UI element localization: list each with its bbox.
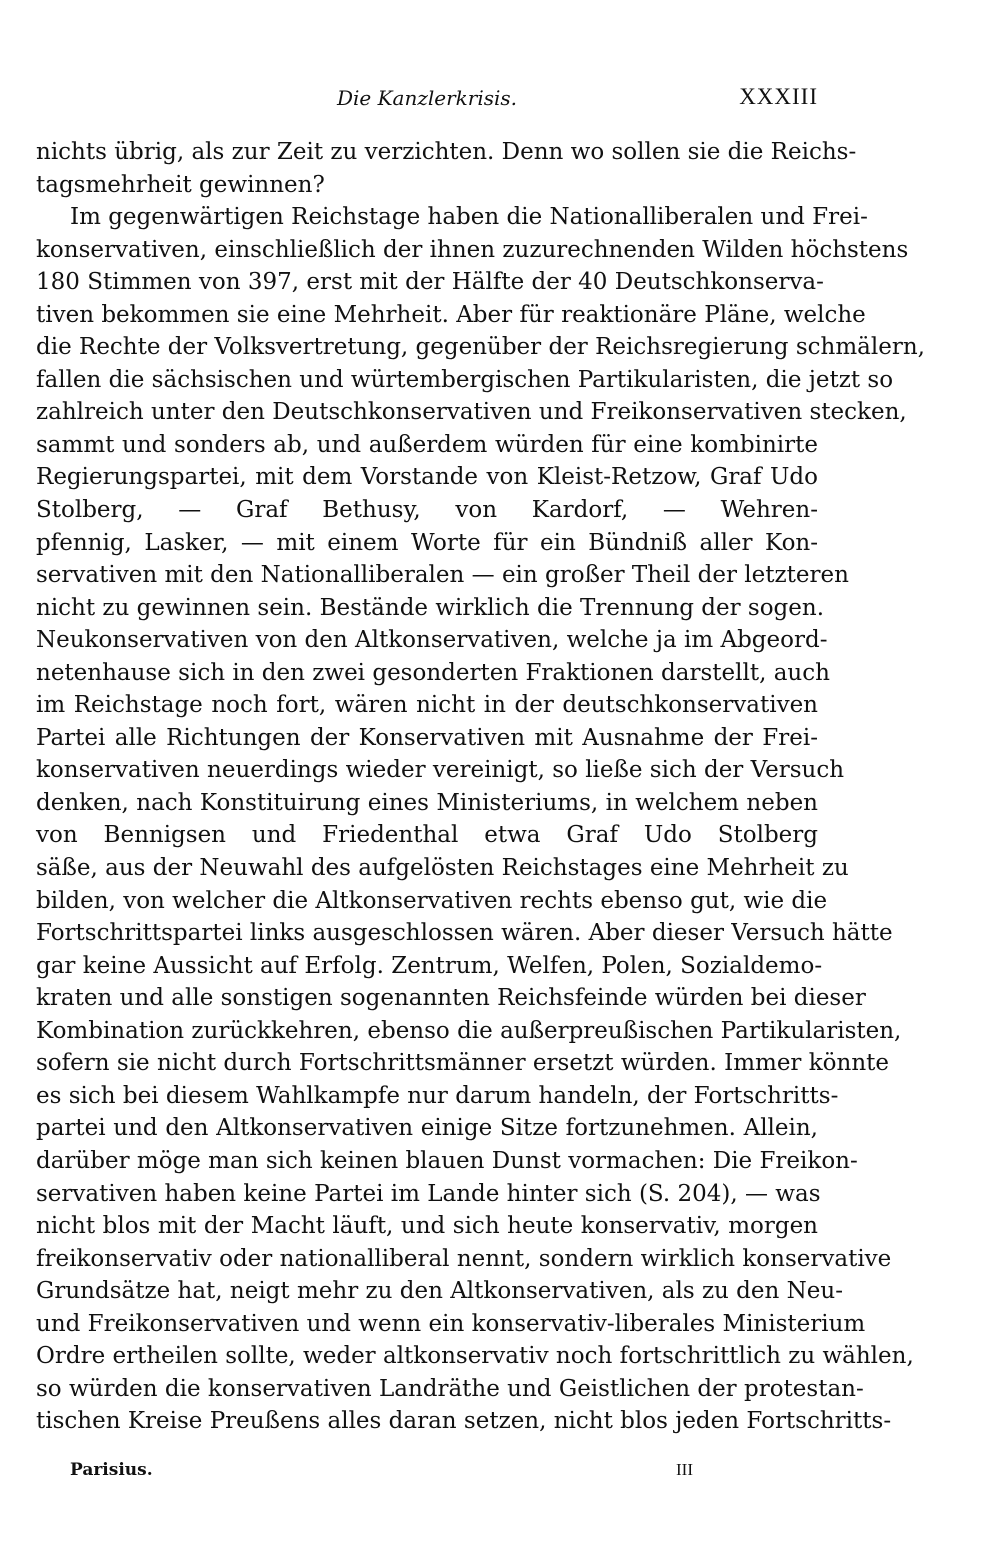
text-line: darüber möge man sich keinen blauen Dunst vormachen: Die Freikon-	[36, 1147, 858, 1174]
text-line: partei und den Altkonservativen einige Sitze fortzunehmen. Allein,	[36, 1115, 818, 1142]
text-line: Ordre ertheilen sollte, weder altkonservativ noch fortschrittlich zu wählen,	[36, 1343, 914, 1370]
running-head	[36, 84, 818, 118]
page-footer	[36, 1460, 818, 1488]
text-line: säße, aus der Neuwahl des aufgelösten Reichstages eine Mehrheit zu	[36, 855, 849, 882]
text-line: fallen die sächsischen und würtembergischen Partikularisten, die jetzt so	[36, 366, 894, 393]
page-number: XXXIII	[739, 84, 818, 109]
text-line: nicht blos mit der Macht läuft, und sich heute konservativ, morgen	[36, 1213, 818, 1240]
text-line: im Reichstage noch fort, wären nicht in der deutschkonservativen	[36, 692, 818, 719]
signature-mark: Parisius.	[70, 1460, 153, 1480]
text-line: tiven bekommen sie eine Mehrheit. Aber für reaktionäre Pläne, welche	[36, 301, 866, 328]
text-line: servativen mit den Nationalliberalen — ein großer Theil der letzteren	[36, 562, 849, 589]
text-line: tischen Kreise Preußens alles daran setzen, nicht blos jeden Fortschritts-	[36, 1408, 892, 1435]
text-line: Partei alle Richtungen der Konservativen mit Ausnahme der Frei-	[36, 724, 818, 751]
text-line: nichts übrig, als zur Zeit zu verzichten. Denn wo sollen sie die Reichs-	[36, 139, 857, 165]
text-line: gar keine Aussicht auf Erfolg. Zentrum, Welfen, Polen, Sozialdemo-	[36, 952, 823, 979]
text-line: netenhause sich in den zwei gesonderten Fraktionen darstellt, auch	[36, 659, 830, 686]
text-line: nicht zu gewinnen sein. Bestände wirklich die Trennung der sogen.	[36, 594, 825, 621]
text-line: freikonservativ oder nationalliberal nennt, sondern wirklich konservative	[36, 1245, 892, 1272]
text-line: Regierungspartei, mit dem Vorstande von Kleist-Retzow, Graf Udo	[36, 464, 818, 491]
text-line: bilden, von welcher die Altkonservativen rechts ebenso gut, wie die	[36, 887, 828, 914]
text-line: Fortschrittspartei links ausgeschlossen wären. Aber dieser Versuch hätte	[36, 920, 893, 947]
text-line: Kombination zurückkehren, ebenso die außerpreußischen Partikularisten,	[36, 1017, 902, 1044]
text-line: sammt und sonders ab, und außerdem würden für eine kombinirte	[36, 431, 818, 458]
text-line: servativen haben keine Partei im Lande hinter sich (S. 204), — was	[36, 1180, 821, 1207]
text-line: und Freikonservativen und wenn ein konservativ-liberales Ministerium	[36, 1310, 866, 1337]
text-line: denken, nach Konstituirung eines Ministeriums, in welchem neben	[36, 789, 818, 816]
text-line: von Bennigsen und Friedenthal etwa Graf Udo Stolberg	[36, 822, 818, 849]
text-line: kraten und alle sonstigen sogenannten Reichsfeinde würden bei dieser	[36, 985, 866, 1012]
text-line: zahlreich unter den Deutschkonservativen und Freikonservativen stecken,	[36, 399, 907, 426]
text-line: so würden die konservativen Landräthe und Geistlichen der protestan-	[36, 1375, 864, 1402]
text-line: pfennig, Lasker, — mit einem Worte für ein Bündniß aller Kon-	[36, 529, 818, 556]
text-line: sofern sie nicht durch Fortschrittsmänner ersetzt würden. Immer könnte	[36, 1050, 889, 1077]
text-line: Neukonservativen von den Altkonservativen, welche ja im Abgeord-	[36, 627, 828, 654]
body-text	[36, 136, 925, 1438]
text-line: die Rechte der Volksvertretung, gegenüber der Reichsregierung schmälern,	[36, 334, 925, 361]
text-line: Stolberg, — Graf Bethusy, von Kardorf, — Wehren-	[36, 497, 818, 524]
text-line: es sich bei diesem Wahlkampfe nur darum handeln, der Fortschritts-	[36, 1082, 839, 1109]
text-line: tagsmehrheit gewinnen?	[36, 171, 325, 198]
sheet-mark: III	[676, 1460, 693, 1479]
running-title: Die Kanzlerkrisis.	[336, 86, 518, 110]
text-line: konservativen neuerdings wieder vereinigt, so ließe sich der Versuch	[36, 757, 845, 784]
text-line: Im gegenwärtigen Reichstage haben die Nationalliberalen und Frei-	[70, 204, 868, 231]
text-line: konservativen, einschließlich der ihnen zuzurechnenden Wilden höchstens	[36, 236, 909, 263]
text-line: 180 Stimmen von 397, erst mit der Hälfte der 40 Deutschkonserva-	[36, 269, 824, 296]
text-line: Grundsätze hat, neigt mehr zu den Altkonservativen, als zu den Neu-	[36, 1278, 843, 1305]
